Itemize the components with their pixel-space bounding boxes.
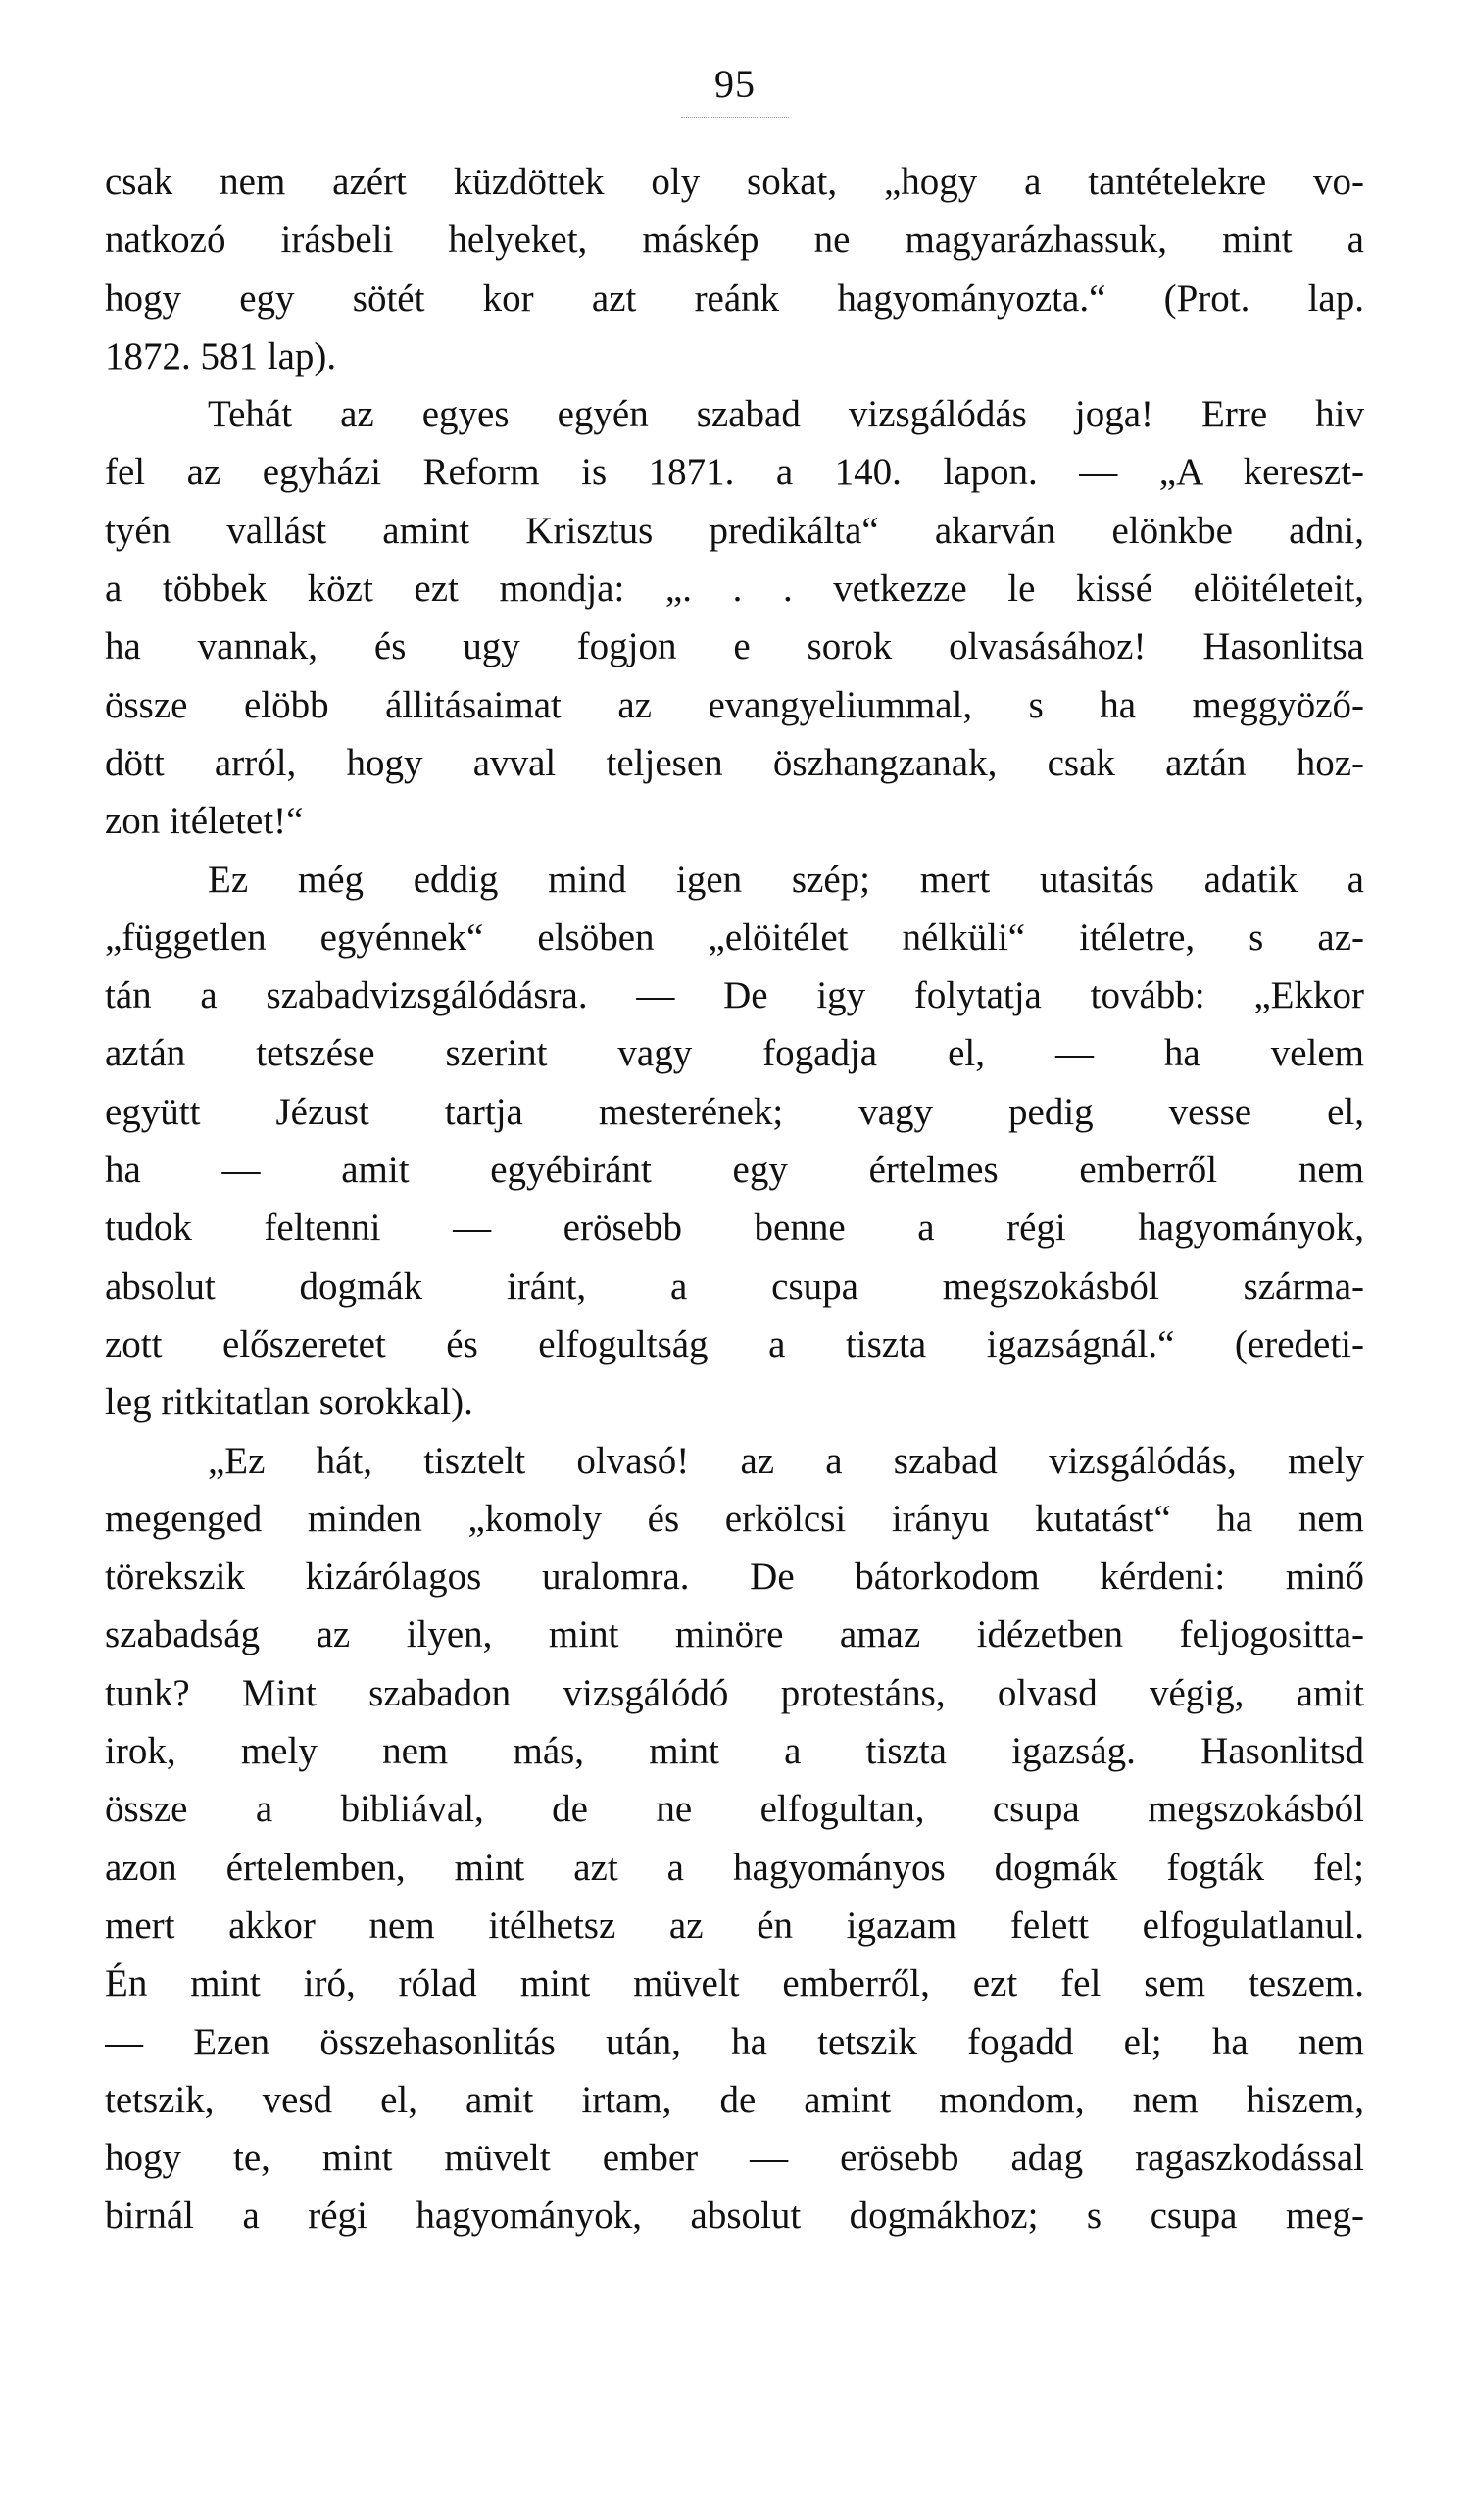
text-line: zott előszeretet és elfogultság a tiszta igazságnál.“ (eredeti- bbox=[105, 1322, 1364, 1365]
text-line: össze a bibliával, de ne elfogultan, csupa megszokásból bbox=[105, 1788, 1364, 1831]
text-line: natkozó irásbeli helyeket, máskép ne magyarázhassuk, mint a bbox=[105, 219, 1364, 262]
text-line: megenged minden „komoly és erkölcsi irányu kutatást“ ha nem bbox=[105, 1497, 1364, 1540]
page-text bbox=[105, 153, 1364, 2246]
text-line: hogy te, mint müvelt ember — erösebb adag ragaszkodással bbox=[105, 2137, 1364, 2180]
text-line: leg ritkitatlan sorokkal). bbox=[105, 1381, 473, 1424]
text-line: mert akkor nem itélhetsz az én igazam felett elfogulatlanul. bbox=[105, 1903, 1364, 1947]
text-line: csak nem azért küzdöttek oly sokat, „hogy a tantételekre vo- bbox=[105, 161, 1364, 203]
text-line: aztán tetszése szerint vagy fogadja el, — ha velem bbox=[105, 1032, 1364, 1075]
text-line: azon értelemben, mint azt a hagyományos dogmák fogták fel; bbox=[105, 1846, 1364, 1889]
text-line: zon itéletet!“ bbox=[105, 800, 304, 843]
text-line: ha — amit egyébiránt egy értelmes emberről nem bbox=[105, 1149, 1364, 1192]
text-line: tyén vallást amint Krisztus predikálta“ akarván elönkbe adni, bbox=[105, 509, 1364, 552]
text-line: tán a szabadvizsgálódásra. — De igy folytatja tovább: „Ekkor bbox=[105, 974, 1364, 1017]
text-line: tetszik, vesd el, amit irtam, de amint mondom, nem hiszem, bbox=[105, 2078, 1364, 2121]
text-line: ha vannak, és ugy fogjon e sorok olvasásához! Hasonlitsa bbox=[105, 625, 1364, 668]
text-line: Tehát az egyes egyén szabad vizsgálódás joga! Erre hiv bbox=[208, 393, 1364, 436]
text-line: absolut dogmák iránt, a csupa megszokásból szárma- bbox=[105, 1264, 1364, 1308]
text-line: hogy egy sötét kor azt reánk hagyományozta.“ (Prot. lap. bbox=[105, 276, 1364, 320]
text-line: „Ez hát, tisztelt olvasó! az a szabad vizsgálódás, mely bbox=[208, 1439, 1364, 1482]
text-line: dött arról, hogy avval teljesen öszhangzanak, csak aztán hoz- bbox=[105, 741, 1364, 784]
text-line: szabadság az ilyen, mint minöre amaz idézetben feljogositta- bbox=[105, 1613, 1364, 1656]
text-line: a többek közt ezt mondja: „. . . vetkezze le kissé elöitéleteit, bbox=[105, 568, 1364, 611]
text-line: együtt Jézust tartja mesterének; vagy pedig vesse el, bbox=[105, 1090, 1364, 1133]
text-line: fel az egyházi Reform is 1871. a 140. lapon. — „A kereszt- bbox=[105, 451, 1364, 494]
text-line: tunk? Mint szabadon vizsgálódó protestáns, olvasd végig, amit bbox=[105, 1671, 1364, 1714]
text-line: „független egyénnek“ elsöben „elöitélet nélküli“ itéletre, s az- bbox=[105, 915, 1364, 959]
text-line: birnál a régi hagyományok, absolut dogmákhoz; s csupa meg- bbox=[105, 2195, 1364, 2238]
page-number: 95 bbox=[0, 61, 1470, 118]
text-line: tudok feltenni — erösebb benne a régi hagyományok, bbox=[105, 1207, 1364, 1250]
text-line: össze elöbb állitásaimat az evangyeliummal, s ha meggyöző- bbox=[105, 683, 1364, 726]
text-line: 1872. 581 lap). bbox=[105, 334, 337, 377]
text-line: irok, mely nem más, mint a tiszta igazság. Hasonlitsd bbox=[105, 1730, 1364, 1773]
text-line: Ez még eddig mind igen szép; mert utasitás adatik a bbox=[208, 858, 1364, 901]
text-line: — Ezen összehasonlitás után, ha tetszik fogadd el; ha nem bbox=[105, 2020, 1364, 2063]
text-line: Én mint iró, rólad mint müvelt emberről, ezt fel sem teszem. bbox=[105, 1962, 1364, 2005]
text-line: törekszik kizárólagos uralomra. De bátorkodom kérdeni: minő bbox=[105, 1556, 1364, 1599]
